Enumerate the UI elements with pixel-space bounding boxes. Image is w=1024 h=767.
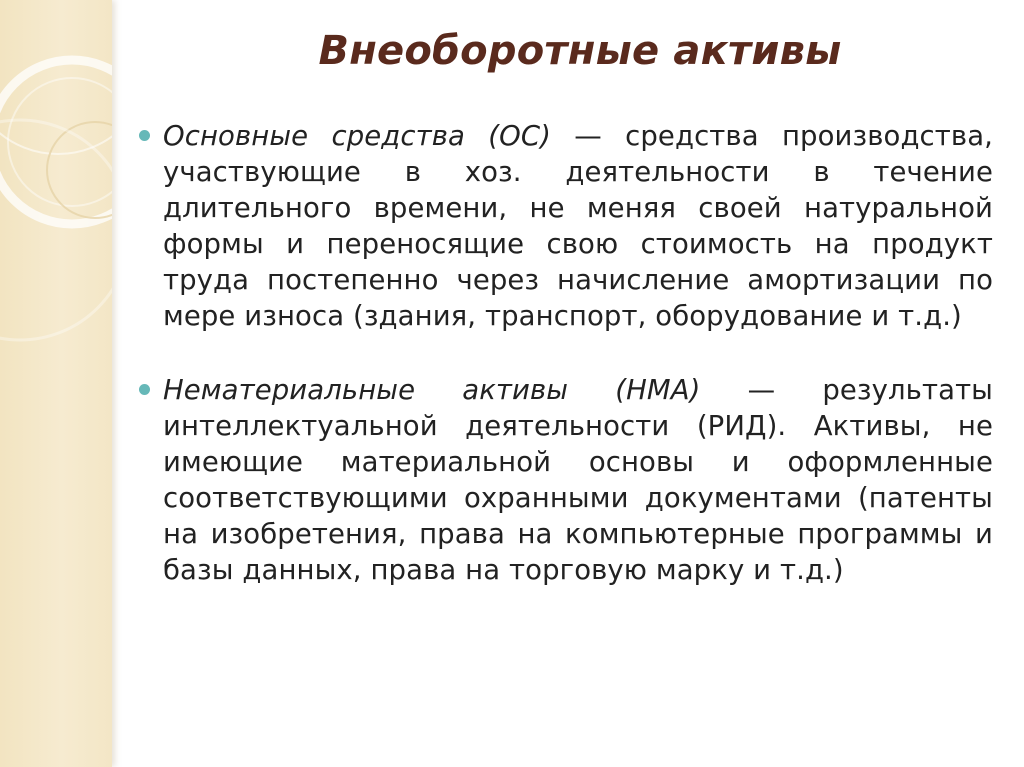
bullet-item-fixed-assets bbox=[135, 118, 993, 334]
decorative-side-band bbox=[0, 0, 112, 767]
bullet-term: Основные средства (ОС) bbox=[163, 120, 551, 152]
bullet-paragraph bbox=[163, 372, 993, 588]
bullet-description: — средства производства, участвующие в хоз. деятельности в течение длительного времени, не меняя своей натуральной формы и переносящие свою стоимость на продукт труда постепенно через начисление амортизации по мере износа (здания, транспорт, оборудование и т.д.) bbox=[163, 120, 993, 332]
bullet-list bbox=[135, 118, 993, 626]
bullet-paragraph bbox=[163, 118, 993, 334]
slide-title: Внеоборотные активы bbox=[318, 28, 842, 74]
bullet-dot-icon bbox=[139, 130, 150, 141]
concentric-circles-decoration-icon bbox=[0, 0, 112, 767]
bullet-item-intangible-assets bbox=[135, 372, 993, 588]
bullet-term: Нематериальные активы (НМА) bbox=[163, 374, 701, 406]
bullet-description: — результаты интеллектуальной деятельности (РИД). Активы, не имеющие материальной основы и оформленные соответствующими охранными документами (патенты на изобретения, права на компьютерные программы и базы данных, права на торговую марку и т.д.) bbox=[163, 374, 993, 586]
bullet-dot-icon bbox=[139, 384, 150, 395]
